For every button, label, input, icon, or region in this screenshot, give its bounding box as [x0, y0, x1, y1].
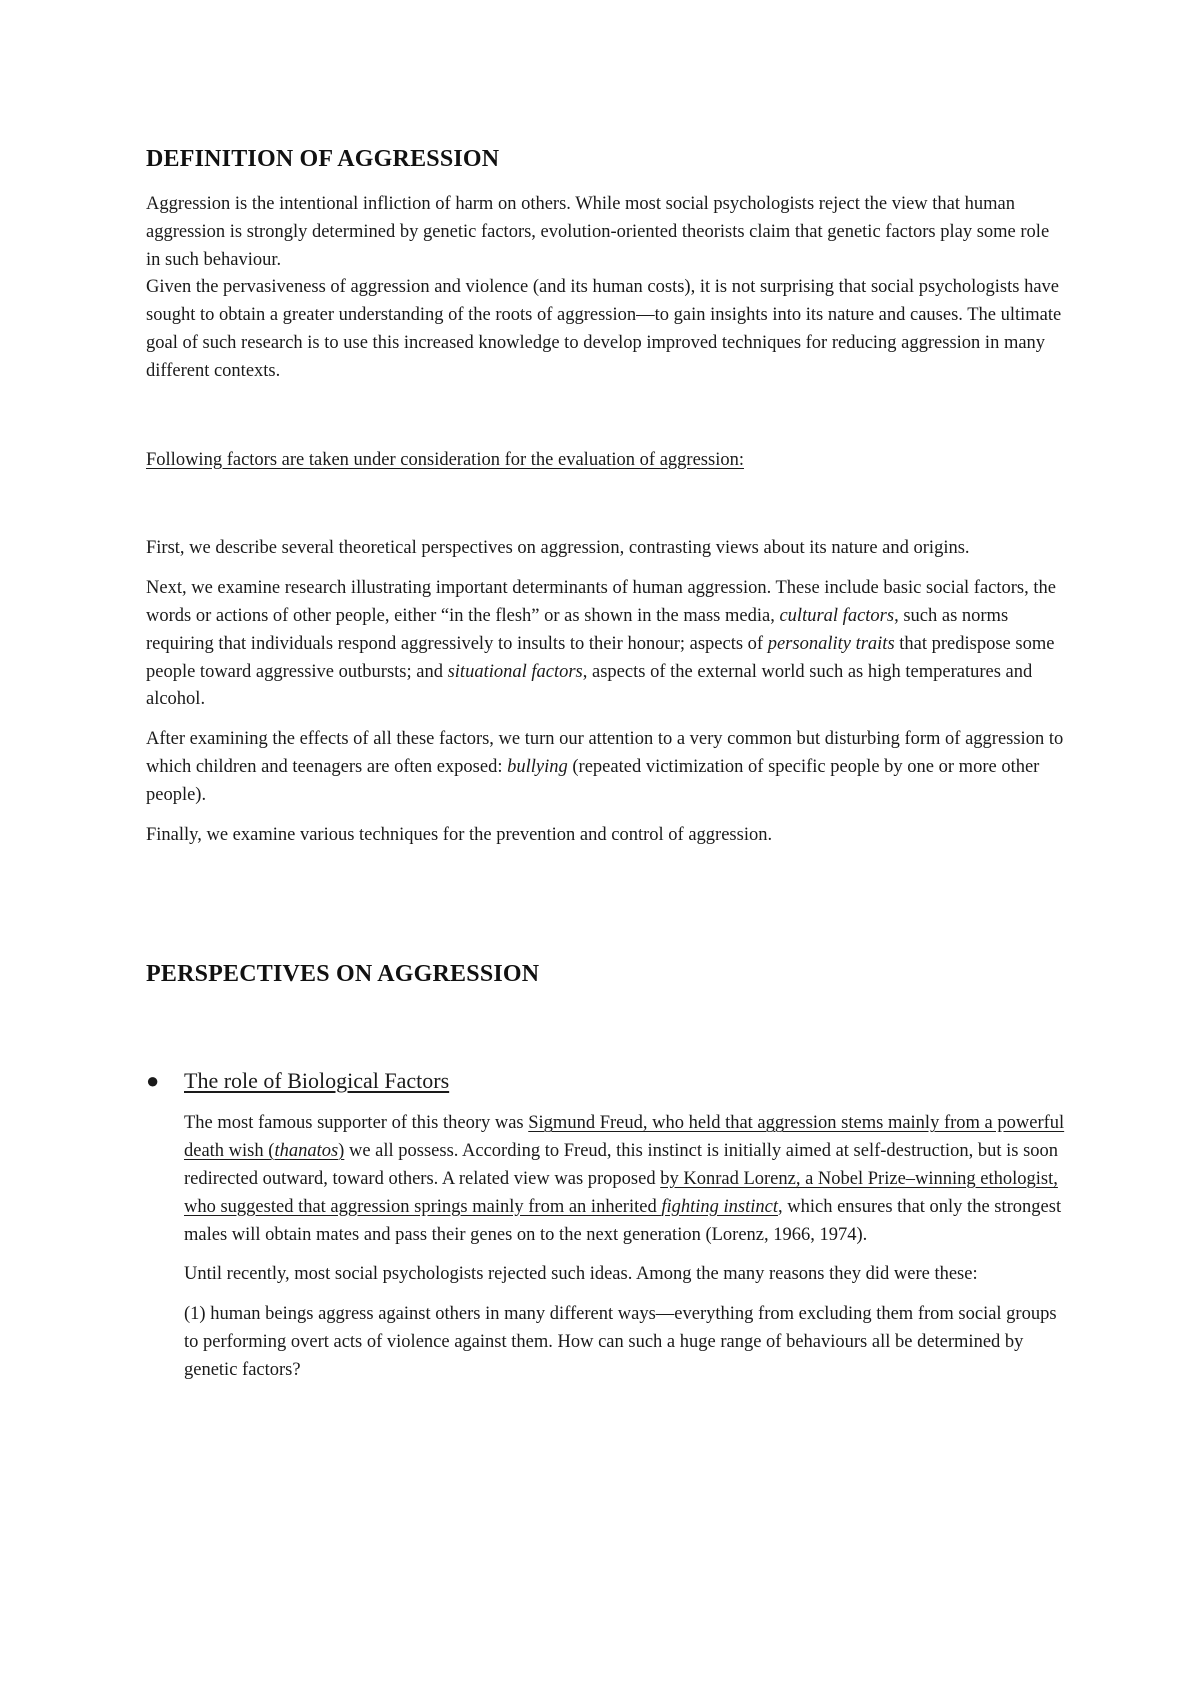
text-span: , such as norms requiring that individuals respond aggressively to insults to their honour; aspects of — [146, 605, 1009, 654]
document-body — [146, 146, 1066, 1385]
text-span: , aspects of the external world such as high temperatures and alcohol. — [146, 661, 1033, 710]
paragraph-first: First, we describe several theoretical perspectives on aggression, contrasting views about its nature and origins. — [146, 538, 970, 559]
paragraph-pervasiveness: Given the pervasiveness of aggression and violence (and its human costs), it is not surprising that social psychologists have sought to obtain a greater understanding of the roots of aggression—to gain insights into its nature and causes. The ultimate goal of such research is to use this increased knowledge to develop improved techniques for reducing aggression in many different contexts. — [146, 277, 1062, 381]
paragraph-reason-one: (1) human beings aggress against others in many different ways—everything from excluding them from social groups to performing overt acts of violence against them. How can such a huge range of behaviours all be determined by genetic factors? — [184, 1304, 1057, 1380]
italic-term-fighting-instinct: fighting instinct — [661, 1196, 778, 1217]
paragraph-freud-lorenz — [184, 1110, 1066, 1249]
paragraph-definition: Aggression is the intentional infliction of harm on others. While most social psychologists reject the view that human aggression is strongly determined by genetic factors, evolution-oriented theorists claim that genetic factors play some role in such behaviour. — [146, 194, 1050, 270]
subheading-factors: Following factors are taken under consideration for the evaluation of aggression: — [146, 449, 744, 470]
italic-term-cultural-factors: cultural factors — [779, 605, 895, 626]
italic-term-thanatos: thanatos — [274, 1141, 339, 1162]
text-span: , which ensures that only the strongest males will obtain mates and pass their genes on to the next generation (Lorenz, 1966, 1974). — [184, 1196, 1062, 1245]
paragraph-after-examining — [146, 726, 1066, 809]
text-span: we all possess. According to Freud, this instinct is initially aimed at self-destruction, but is soon redirected outward, toward others. A related view was proposed — [184, 1141, 1059, 1189]
section-heading-definition: DEFINITION OF AGGRESSION — [146, 146, 500, 172]
text-span: Next, we examine research illustrating important determinants of human aggression. These include basic social factors, the words or actions of other people, either “in the flesh” or as shown in the mass media, — [146, 578, 1056, 626]
text-span: The most famous supporter of this theory was — [184, 1113, 529, 1134]
section-heading-perspectives: PERSPECTIVES ON AGGRESSION — [146, 961, 540, 988]
paragraph-finally: Finally, we examine various techniques for the prevention and control of aggression. — [146, 824, 773, 845]
underlined-span: by Konrad Lorenz, a Nobel Prize–winning ethologist, who suggested that aggression springs mainly from an inherited — [184, 1168, 1058, 1217]
bullet-item-biological-factors — [146, 1066, 1066, 1096]
text-span: that predispose some people toward aggressive outbursts; and — [146, 633, 1055, 682]
bullet-title: The role of Biological Factors — [184, 1068, 450, 1094]
italic-term-personality-traits: personality traits — [767, 633, 895, 654]
text-span: (repeated victimization of specific people by one or more other people). — [146, 756, 1040, 805]
italic-term-situational-factors: situational factors — [447, 661, 583, 682]
paragraph-until-recently: Until recently, most social psychologists rejected such ideas. Among the many reasons they did were these: — [184, 1264, 978, 1285]
text-span: After examining the effects of all these factors, we turn our attention to a very common but disturbing form of aggression to which children and teenagers are often exposed: — [146, 729, 1064, 777]
underlined-span: Sigmund Freud, who held that aggression stems mainly from a powerful death wish ( — [184, 1113, 1065, 1162]
bullet-body — [184, 1110, 1066, 1384]
underlined-span: ) — [338, 1141, 345, 1162]
italic-term-bullying: bullying — [507, 756, 568, 777]
bullet-dot-icon: ● — [146, 1068, 160, 1094]
paragraph-next — [146, 575, 1066, 714]
